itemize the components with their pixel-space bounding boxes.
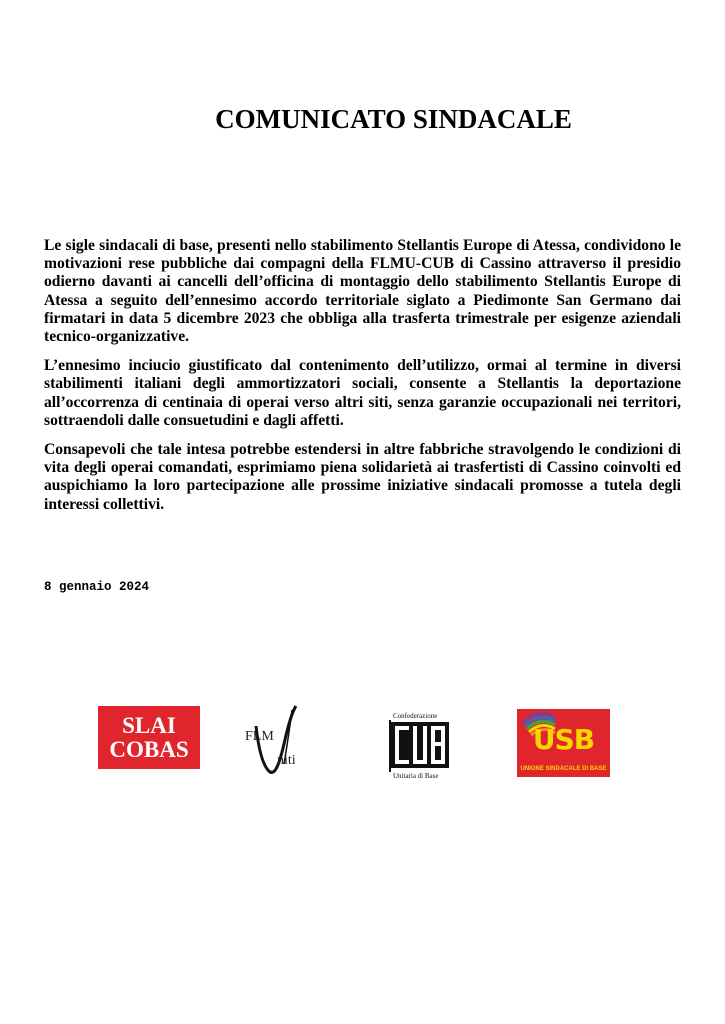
flm-uniti-logo [240, 704, 312, 774]
flm-uniti-text-niti: niti [277, 753, 296, 768]
paragraph-3: Consapevoli che tale intesa potrebbe estendersi in altre fabbriche stravolgendo le condizioni di vita degli operai comandati, esprimiamo piena solidarietà ai trasfertisti di Cassino coinvolti ed auspichiamo la loro partecipazione alle prossime iniziative sindacali promosse a tutela degli interessi collettivi. [44, 441, 681, 513]
paragraph-1: Le sigle sindacali di base, presenti nello stabilimento Stellantis Europe di Atessa, condividono le motivazioni rese pubbliche dai compagni della FLMU-CUB di Cassino attraverso il presidio odierno davanti ai cancelli dell’officina di montaggio dello stabilimento Stellantis Europe di Atessa a seguito dell’ennesimo accordo territoriale siglato a Piedimonte San Germano dai firmatari in data 5 dicembre 2023 che obbliga alla trasferta trimestrale per esigenze aziendali tecnico-organizzative. [44, 237, 681, 346]
slai-cobas-line2: COBAS [109, 736, 189, 762]
document-date: 8 gennaio 2024 [44, 580, 150, 594]
cub-logo [388, 712, 454, 778]
slai-cobas-line1: SLAI [122, 712, 176, 738]
cub-top-text: Confederazione [393, 712, 438, 720]
usb-logo-word: USB [532, 723, 595, 756]
document-body [44, 237, 681, 525]
usb-logo-subtitle: UNIONE SINDACALE DI BASE [520, 766, 607, 772]
slai-cobas-logo [98, 706, 200, 769]
cub-emblem-icon [388, 712, 454, 778]
usb-logo [517, 709, 610, 777]
document-title: COMUNICATO SINDACALE [215, 104, 572, 134]
flm-uniti-text-flm: FLM [245, 729, 274, 744]
paragraph-2: L’ennesimo inciucio giustificato dal contenimento dell’utilizzo, ormai al termine in diversi stabilimenti italiani degli ammortizzatori sociali, consente a Stellantis la deportazione all’occorrenza di centinaia di operai verso altri siti, senza garanzie occupazionali nei territori, sottraendoli dalle consuetudini e dagli affetti. [44, 357, 681, 429]
cub-bottom-text: Unitaria di Base [393, 772, 439, 780]
